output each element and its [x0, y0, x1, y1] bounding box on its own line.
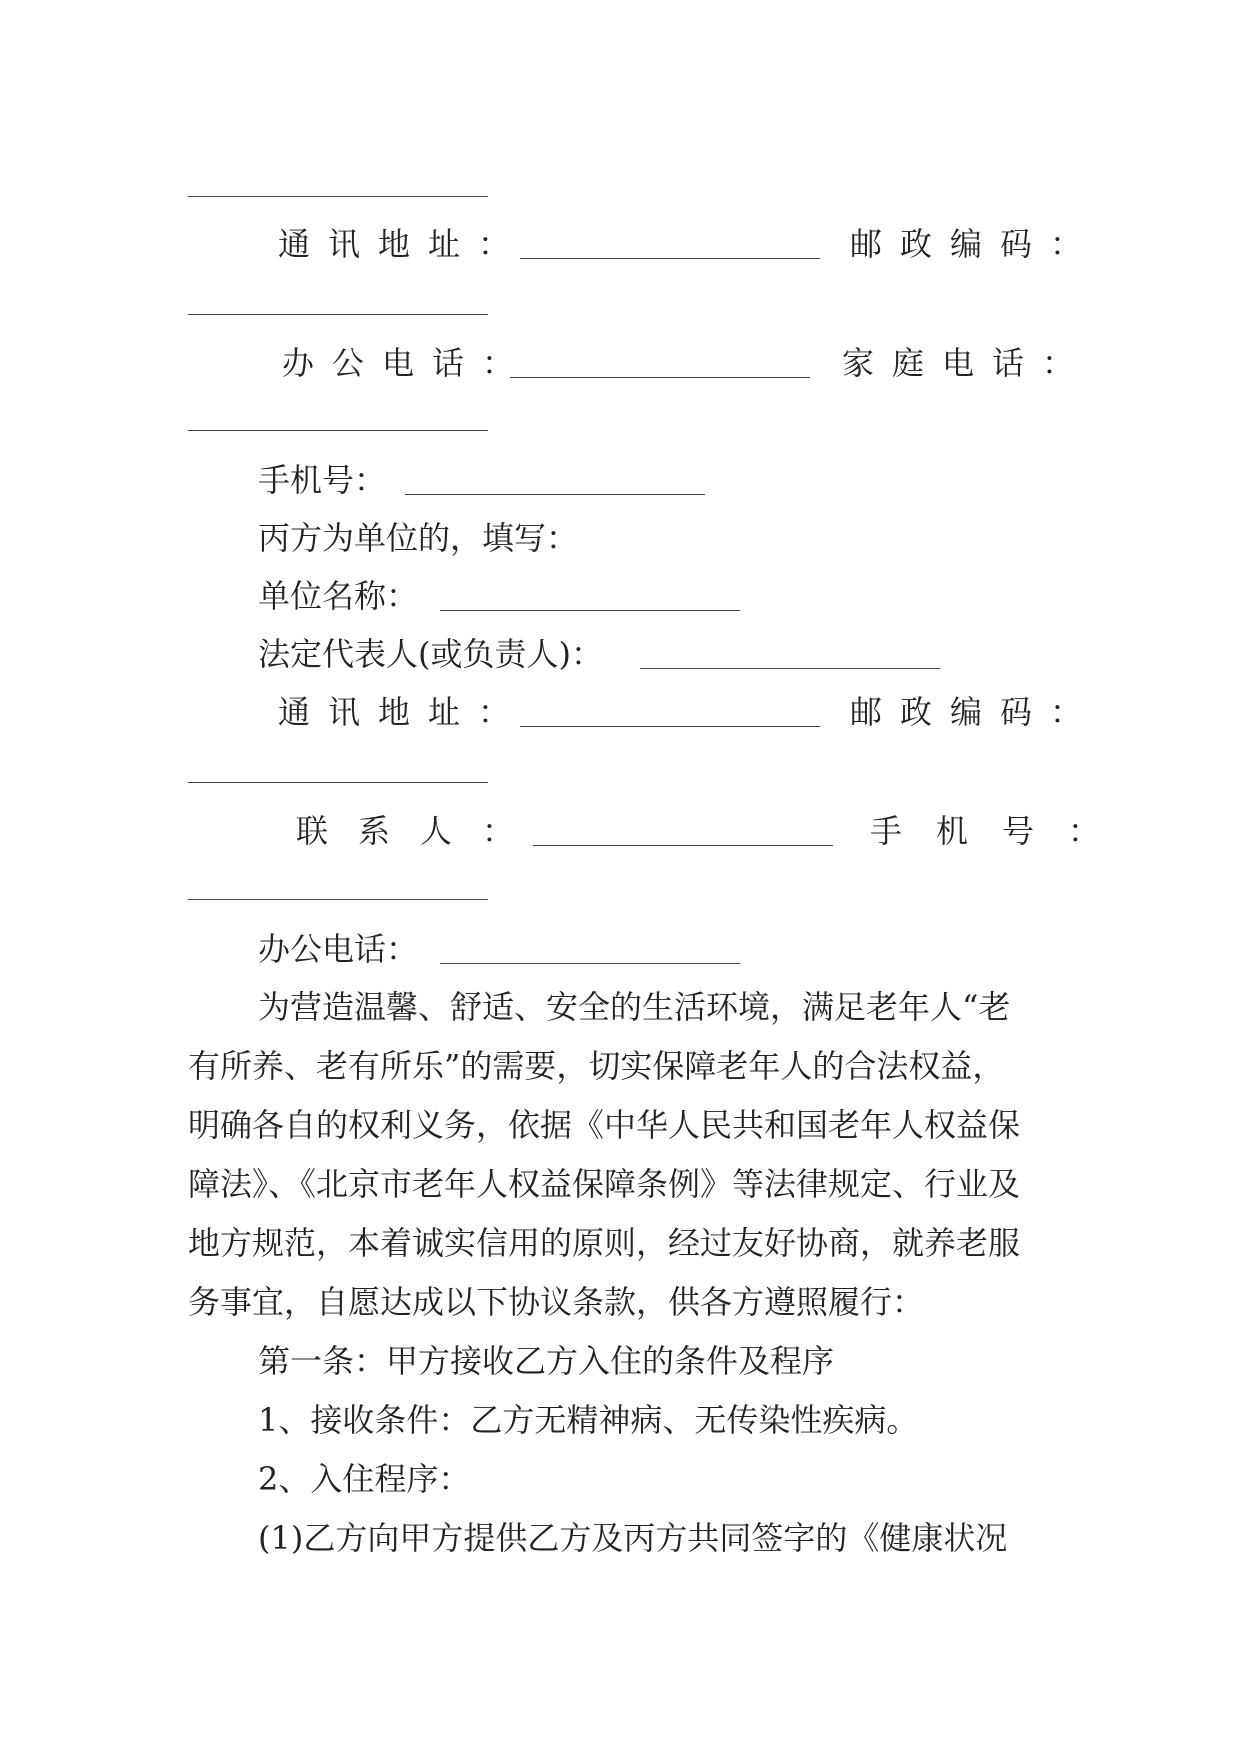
article-item: (1)乙方向甲方提供乙方及丙方共同签字的《健康状况 — [258, 1519, 1008, 1557]
legal-rep-field[interactable] — [640, 668, 940, 669]
c-address-label: 通讯地址： — [278, 693, 529, 731]
mobile-field[interactable] — [405, 494, 705, 495]
address-field[interactable] — [520, 258, 820, 259]
postcode-field[interactable] — [188, 314, 488, 315]
contact-row — [0, 805, 1241, 857]
c-address-row — [0, 686, 1241, 738]
postcode-label: 邮政编码： — [850, 225, 1101, 263]
legal-rep-row — [0, 628, 1241, 680]
unit-name-label: 单位名称： — [258, 577, 419, 615]
office-phone-label: 办公电话： — [282, 344, 533, 382]
mobile-label: 手机号： — [258, 461, 387, 499]
home-phone-label: 家庭电话： — [842, 344, 1093, 382]
preamble-line — [0, 1276, 1241, 1328]
address-row — [0, 218, 1241, 270]
preamble-text: 务事宜，自愿达成以下协议条款，供各方遵照履行： — [188, 1283, 925, 1321]
article-item-row — [0, 1453, 1241, 1505]
article-item: 1、接收条件：乙方无精神病、无传染性疾病。 — [258, 1401, 919, 1439]
c-postcode-field[interactable] — [188, 782, 488, 783]
preamble-text: 明确各自的权利义务，依据《中华人民共和国老年人权益保 — [188, 1106, 1021, 1144]
preamble-text: 障法》、《北京市老年人权益保障条例》等法律规定、行业及 — [188, 1165, 1021, 1203]
c-mobile-field[interactable] — [188, 899, 488, 900]
article-item-row — [0, 1394, 1241, 1446]
preamble-line — [0, 981, 1241, 1033]
c-address-field[interactable] — [520, 726, 820, 727]
home-phone-field[interactable] — [188, 430, 488, 431]
c-office-phone-row — [0, 923, 1241, 975]
article-title-row — [0, 1335, 1241, 1387]
preamble-line — [0, 1217, 1241, 1269]
phone-row — [0, 337, 1241, 389]
unit-name-row — [0, 570, 1241, 622]
blank-line[interactable] — [188, 196, 488, 197]
contact-field[interactable] — [533, 845, 833, 846]
article-item-row — [0, 1512, 1241, 1564]
article-title: 第一条：甲方接收乙方入住的条件及程序 — [258, 1342, 835, 1380]
party-c-heading: 丙方为单位的，填写： — [258, 519, 579, 557]
party-c-heading-row — [0, 512, 1241, 564]
c-office-phone-label: 办公电话： — [258, 930, 419, 968]
c-postcode-label: 邮政编码： — [850, 693, 1101, 731]
legal-rep-label: 法定代表人(或负责人)： — [258, 635, 603, 673]
c-office-phone-field[interactable] — [440, 963, 740, 964]
article-item: 2、入住程序： — [258, 1460, 471, 1498]
preamble-line — [0, 1099, 1241, 1151]
unit-name-field[interactable] — [440, 610, 740, 611]
preamble-line — [0, 1158, 1241, 1210]
address-label: 通讯地址： — [278, 225, 529, 263]
preamble-text: 有所养、老有所乐”的需要，切实保障老年人的合法权益， — [188, 1047, 1005, 1085]
c-mobile-label: 手机号： — [870, 812, 1135, 850]
office-phone-field[interactable] — [510, 377, 810, 378]
preamble-line — [0, 1040, 1241, 1092]
preamble-text: 地方规范，本着诚实信用的原则，经过友好协商，就养老服 — [188, 1224, 1021, 1262]
contact-label: 联系人： — [296, 812, 545, 850]
preamble-text: 为营造温馨、舒适、安全的生活环境，满足老年人“老 — [258, 988, 1011, 1026]
mobile-row — [0, 454, 1241, 506]
